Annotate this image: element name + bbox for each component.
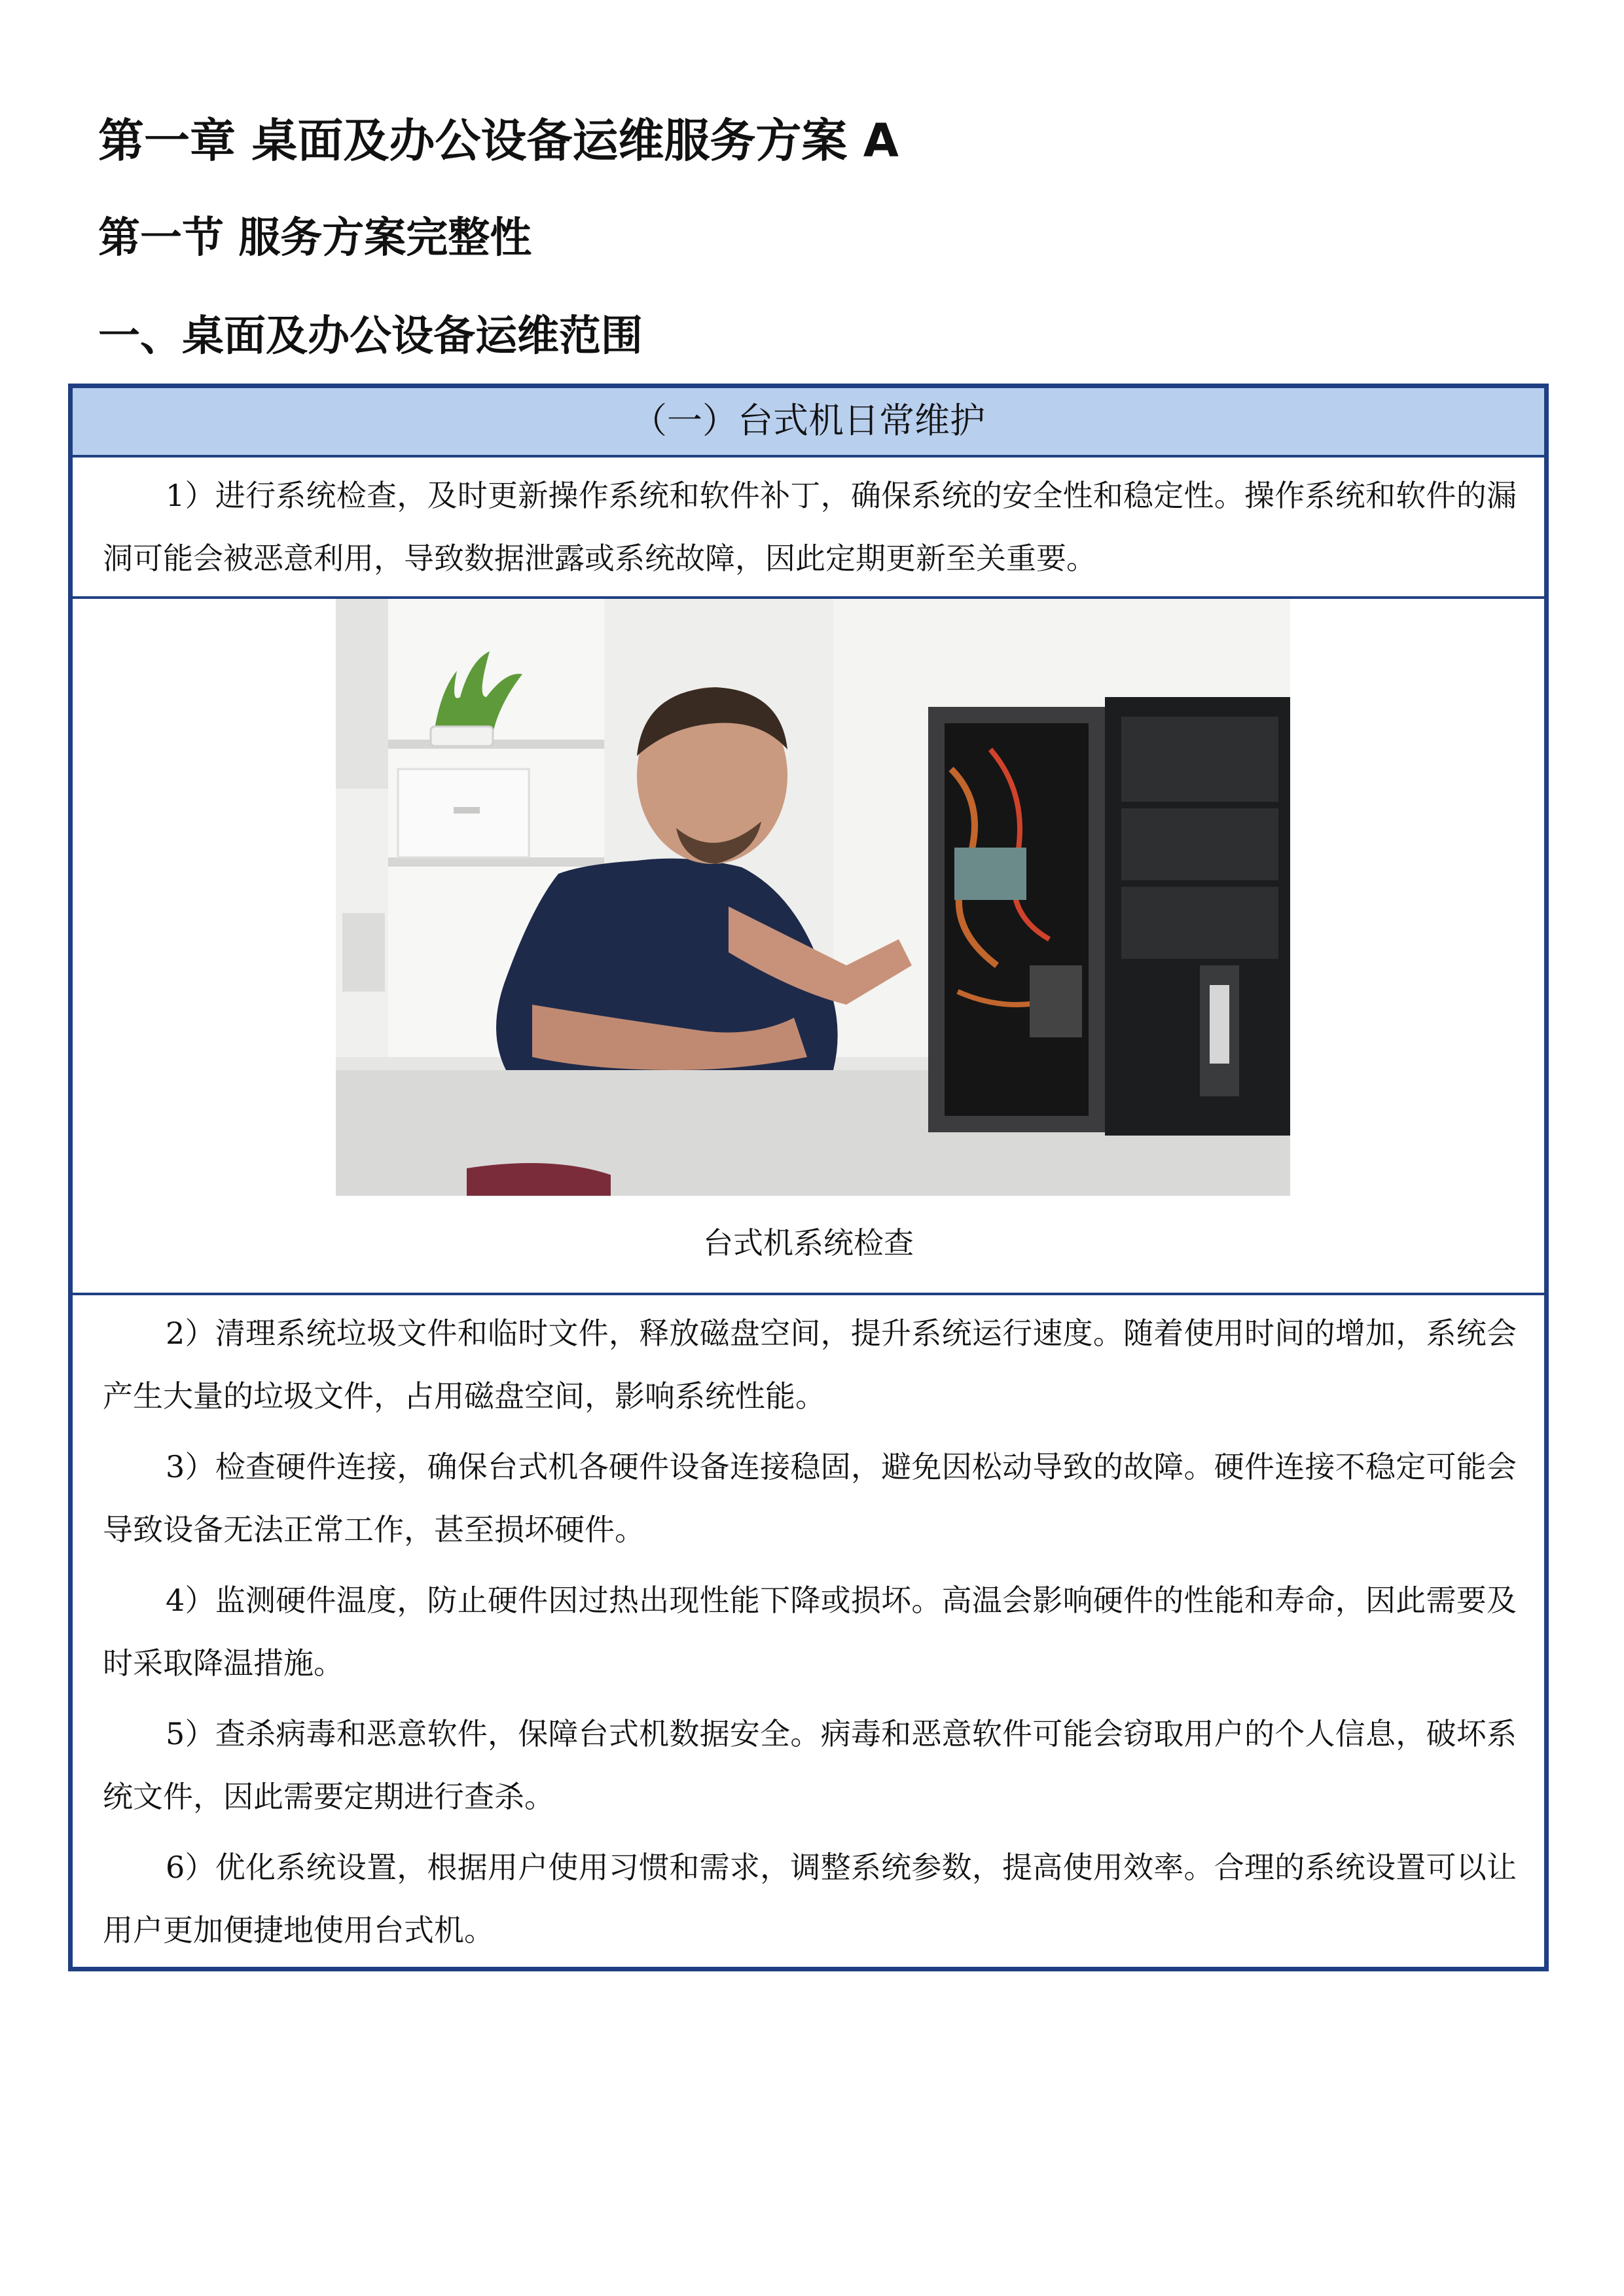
paragraph-5: 5）查杀病毒和恶意软件，保障台式机数据安全。病毒和恶意软件可能会窃取用户的个人信息，破坏系统文件，因此需要定期进行查杀。	[103, 1716, 1517, 1814]
section-title: 第一节 服务方案完整性	[98, 214, 532, 262]
paragraph-2: 2）清理系统垃圾文件和临时文件，释放磁盘空间，提升系统运行速度。随着使用时间的增加，系统会产生大量的垃圾文件，占用磁盘空间，影响系统性能。	[103, 1316, 1517, 1414]
paragraph-1: 1）进行系统检查，及时更新操作系统和软件补丁，确保系统的安全性和稳定性。操作系统和软件的漏洞可能会被恶意利用，导致数据泄露或系统故障，因此定期更新至关重要。	[103, 478, 1517, 576]
maintenance-table	[68, 384, 1549, 1971]
paragraph-4: 4）监测硬件温度，防止硬件因过热出现性能下降或损坏。高温会影响硬件的性能和寿命，因此需要及时采取降温措施。	[103, 1583, 1517, 1681]
table-cell-details	[73, 1295, 1544, 1968]
paragraph-6: 6）优化系统设置，根据用户使用习惯和需求，调整系统参数，提高使用效率。合理的系统设置可以让用户更加便捷地使用台式机。	[103, 1850, 1517, 1948]
technician-photo	[336, 599, 1290, 1196]
table-cell-image	[73, 599, 1544, 1295]
subsection-title: 一、桌面及办公设备运维范围	[98, 312, 643, 361]
paragraph-3: 3）检查硬件连接，确保台式机各硬件设备连接稳固，避免因松动导致的故障。硬件连接不稳定可能会导致设备无法正常工作，甚至损坏硬件。	[103, 1449, 1517, 1547]
table-header: （一）台式机日常维护	[73, 388, 1544, 457]
image-caption: 台式机系统检查	[703, 1225, 914, 1261]
table-cell-intro	[73, 457, 1544, 599]
chapter-title: 第一章 桌面及办公设备运维服务方案 A	[98, 114, 899, 168]
